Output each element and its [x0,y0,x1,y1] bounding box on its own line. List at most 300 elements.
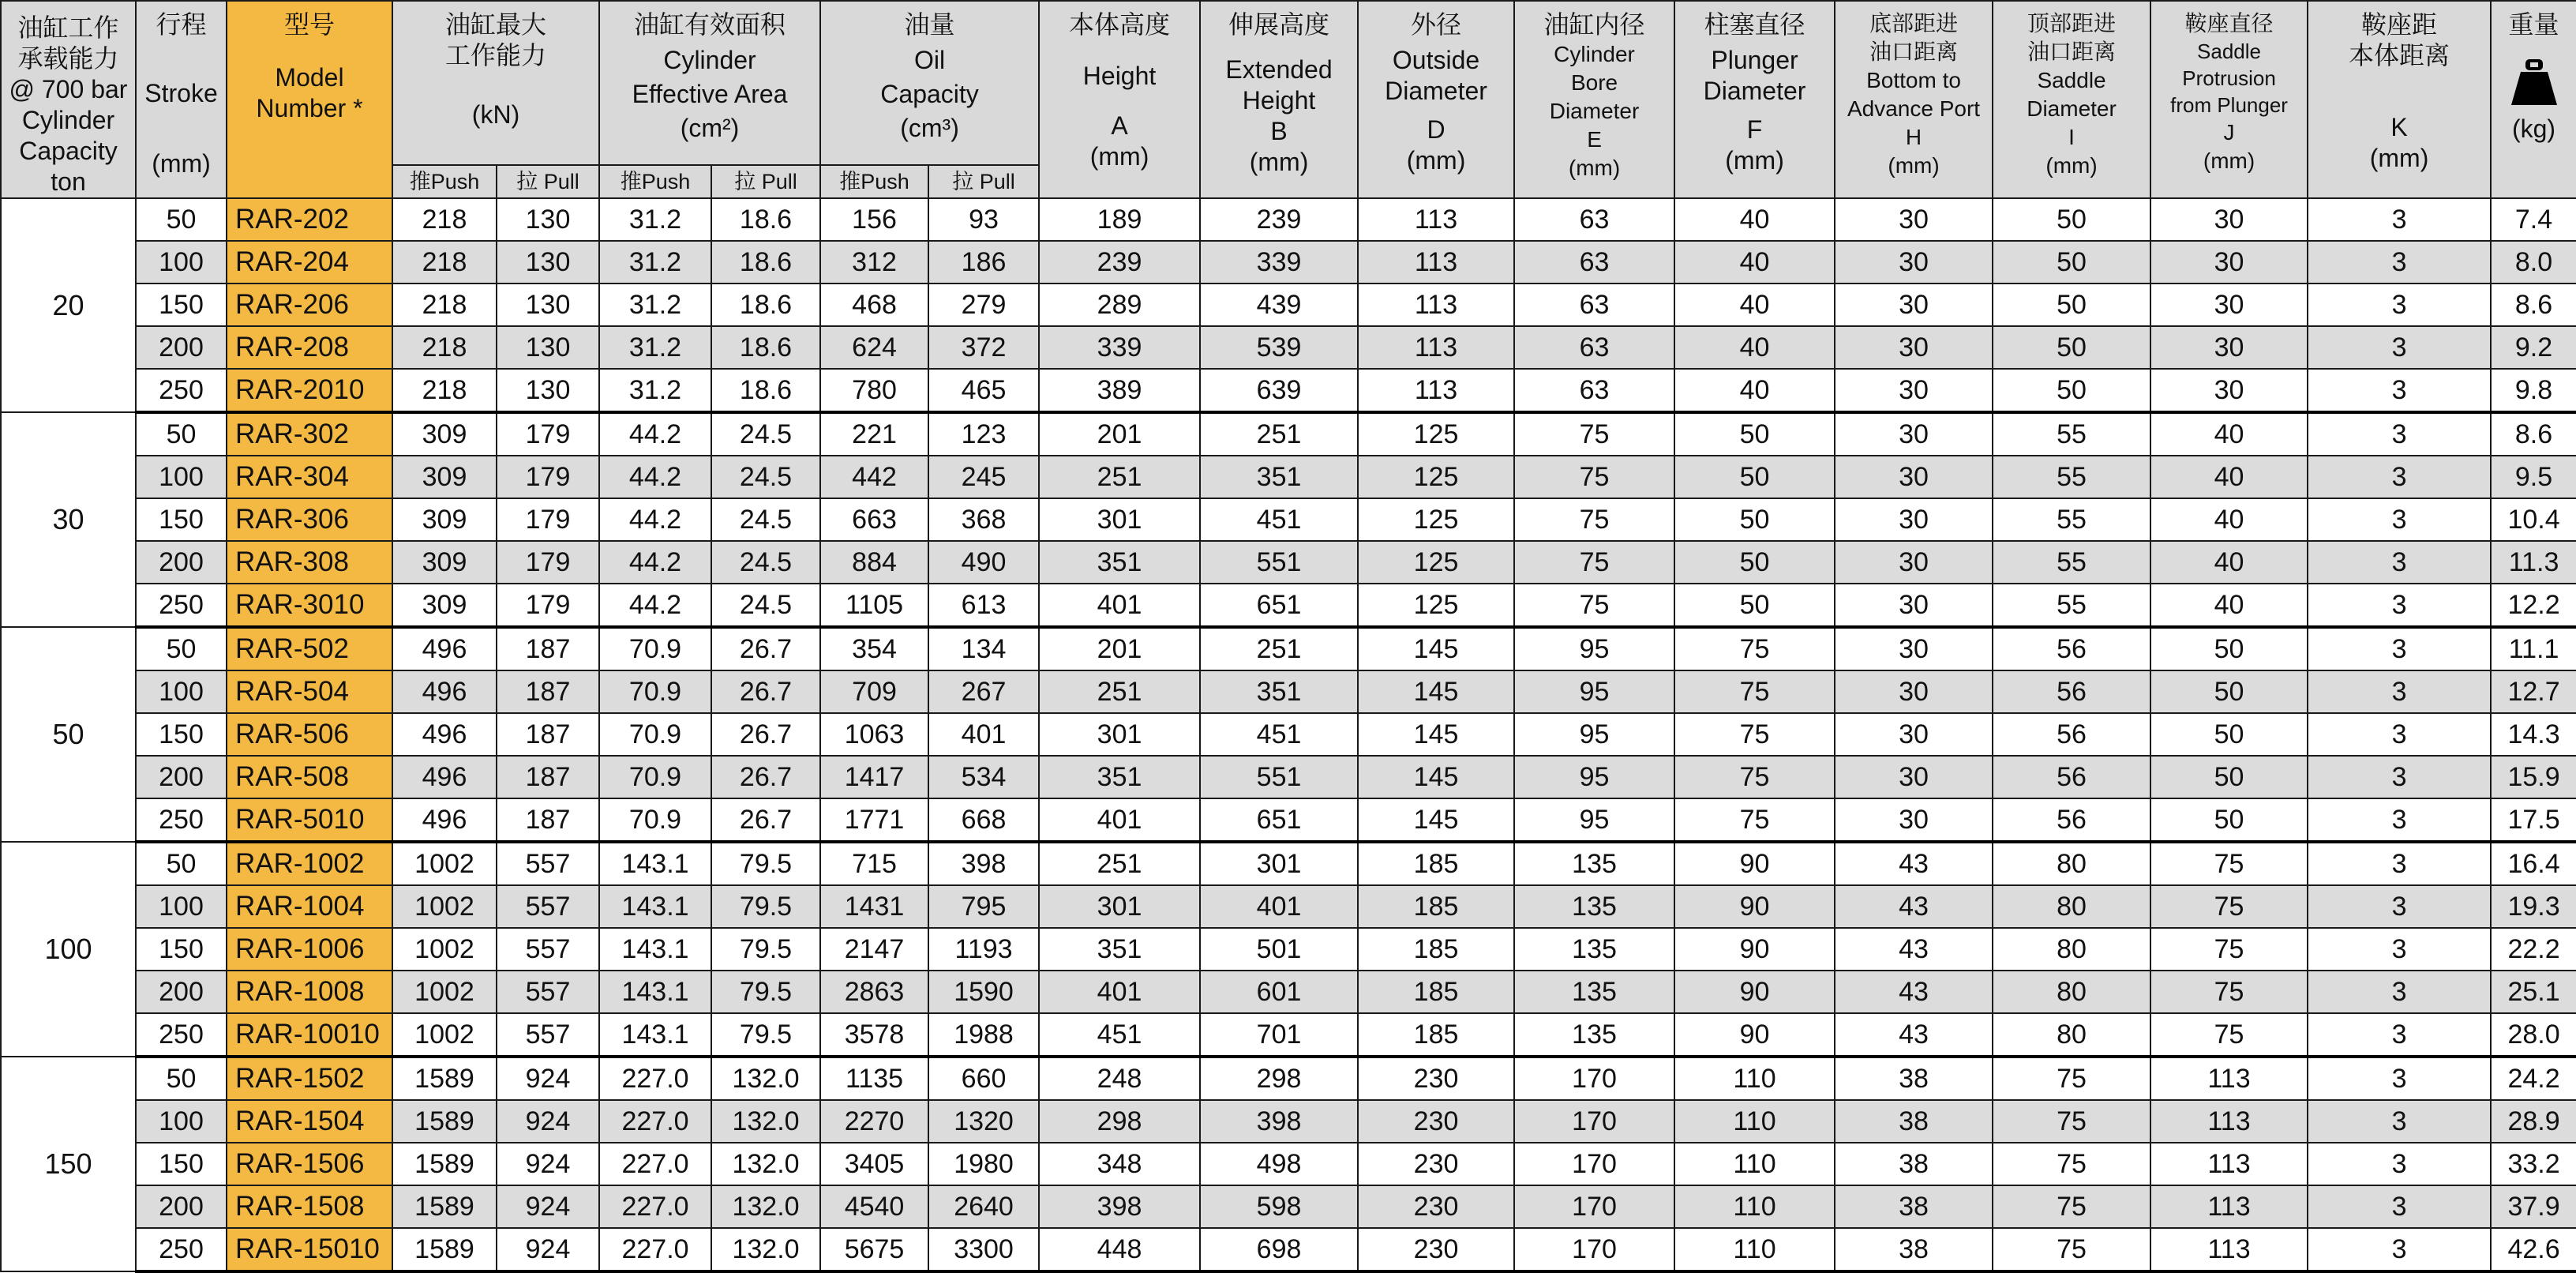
capability-push-cell: 1002 [392,1013,497,1057]
saddle-j-cell: 30 [2150,241,2308,284]
bore-e-cell: 170 [1514,1185,1674,1228]
bottom-h-cell: 38 [1835,1228,1993,1271]
bore-e-cell: 135 [1514,842,1674,885]
plunger-f-cell: 90 [1674,885,1835,928]
saddle-j-cell: 113 [2150,1100,2308,1143]
saddle-dist-k-cell: 3 [2308,627,2491,670]
spec-table-body [1,198,2576,1271]
plunger-f-cell: 40 [1674,326,1835,369]
saddle-j-cell: 30 [2150,198,2308,241]
weight-cell: 19.3 [2491,885,2576,928]
oil-pull-cell: 186 [928,241,1039,284]
model-cell: RAR-10010 [227,1013,392,1057]
oil-push-cell: 2147 [820,928,928,971]
capability-header [392,1,599,165]
capability-push-cell: 218 [392,326,497,369]
outside-d-cell: 230 [1358,1228,1514,1271]
top-header-unit: (mm) [2045,153,2098,178]
table-row [1,1057,2576,1100]
capacity-header-cn1: 油缸工作 [17,13,119,42]
model-cell: RAR-1004 [227,885,392,928]
table-row [1,541,2576,584]
area-pull-cell: 18.6 [711,241,820,284]
weight-cell: 28.0 [2491,1013,2576,1057]
area-push-cell: 44.2 [599,412,711,456]
oil-pull-header: 拉 Pull [928,165,1039,198]
extended-b-cell: 651 [1200,584,1358,627]
weight-cell: 9.8 [2491,369,2576,412]
bottom-h-cell: 30 [1835,798,1993,842]
plunger-header-unit: (mm) [1725,146,1784,175]
stroke-header-unit: (mm) [152,149,211,178]
area-header-unit: (cm²) [680,114,740,142]
area-push-cell: 31.2 [599,241,711,284]
capability-push-cell: 1002 [392,885,497,928]
outside-d-cell: 125 [1358,412,1514,456]
height-a-cell: 289 [1039,284,1200,326]
top-i-cell: 50 [1993,326,2150,369]
table-row [1,498,2576,541]
oil-pull-cell: 3300 [928,1228,1039,1271]
top-i-cell: 75 [1993,1228,2150,1271]
oil-pull-cell: 372 [928,326,1039,369]
oil-pull-cell: 279 [928,284,1039,326]
oil-pull-cell: 1590 [928,971,1039,1013]
area-push-cell: 70.9 [599,627,711,670]
top-i-cell: 55 [1993,541,2150,584]
oil-push-cell: 715 [820,842,928,885]
model-cell: RAR-1006 [227,928,392,971]
plunger-f-cell: 90 [1674,1013,1835,1057]
capability-pull-cell: 187 [497,627,599,670]
capability-pull-cell: 924 [497,1228,599,1271]
bottom-header [1835,1,1993,198]
extended-b-cell: 698 [1200,1228,1358,1271]
oil-pull-cell: 134 [928,627,1039,670]
saddle-dist-k-cell: 3 [2308,885,2491,928]
bottom-h-cell: 30 [1835,198,1993,241]
table-row [1,1100,2576,1143]
extended-b-cell: 651 [1200,798,1358,842]
saddle-header-letter: J [2223,120,2235,145]
weight-cell: 11.1 [2491,627,2576,670]
bore-header-cn: 油缸内径 [1543,10,1645,39]
height-a-cell: 298 [1039,1100,1200,1143]
capacity-header-en2: Cylinder [21,106,115,134]
oil-push-cell: 1063 [820,713,928,756]
height-header-unit: (mm) [1089,142,1149,171]
extended-header-letter: B [1270,117,1288,145]
oil-push-cell: 221 [820,412,928,456]
model-cell: RAR-2010 [227,369,392,412]
table-row [1,284,2576,326]
saddle-dist-k-cell: 3 [2308,756,2491,798]
capability-pull-cell: 179 [497,412,599,456]
extended-b-cell: 398 [1200,1100,1358,1143]
oil-push-cell: 468 [820,284,928,326]
bottom-h-cell: 30 [1835,756,1993,798]
capacity-header-en1: @ 700 bar [9,75,128,103]
weight-cell: 9.2 [2491,326,2576,369]
table-row [1,928,2576,971]
extended-b-cell: 539 [1200,326,1358,369]
saddle-header-cn: 鞍座直径 [2184,11,2274,36]
table-row [1,1185,2576,1228]
area-header [599,1,820,165]
saddle-dist-header-cn1: 鞍座距 [2361,10,2438,39]
table-row [1,971,2576,1013]
oil-pull-cell: 398 [928,842,1039,885]
saddle-dist-header-unit: (mm) [2369,144,2429,172]
stroke-cell: 100 [136,885,227,928]
area-pull-cell: 132.0 [711,1100,820,1143]
area-push-cell: 227.0 [599,1100,711,1143]
plunger-f-cell: 90 [1674,928,1835,971]
top-i-cell: 56 [1993,713,2150,756]
extended-header-unit: (mm) [1249,148,1309,176]
table-row [1,1143,2576,1185]
saddle-j-cell: 40 [2150,498,2308,541]
table-row [1,885,2576,928]
capability-pull-cell: 179 [497,498,599,541]
area-push-cell: 143.1 [599,885,711,928]
oil-pull-cell: 534 [928,756,1039,798]
area-header-en2: Effective Area [632,80,788,108]
saddle-dist-k-cell: 3 [2308,498,2491,541]
weight-cell: 14.3 [2491,713,2576,756]
outside-d-cell: 113 [1358,326,1514,369]
capability-pull-cell: 179 [497,541,599,584]
weight-header-unit: (kg) [2511,115,2556,143]
capability-pull-header: 拉 Pull [497,165,599,198]
area-pull-cell: 18.6 [711,284,820,326]
capability-pull-cell: 130 [497,198,599,241]
oil-push-cell: 884 [820,541,928,584]
stroke-cell: 250 [136,798,227,842]
area-pull-cell: 24.5 [711,412,820,456]
saddle-j-cell: 113 [2150,1057,2308,1100]
model-cell: RAR-5010 [227,798,392,842]
stroke-cell: 50 [136,627,227,670]
model-header-en2: Number * [256,94,363,122]
capability-push-cell: 1589 [392,1057,497,1100]
extended-b-cell: 601 [1200,971,1358,1013]
capability-push-cell: 218 [392,198,497,241]
outside-d-cell: 125 [1358,456,1514,498]
height-header-letter: A [1111,111,1128,140]
oil-push-cell: 354 [820,627,928,670]
area-pull-cell: 18.6 [711,369,820,412]
stroke-cell: 50 [136,198,227,241]
area-pull-cell: 132.0 [711,1057,820,1100]
bore-e-cell: 95 [1514,756,1674,798]
top-header-en2: Diameter [2027,96,2117,121]
saddle-dist-k-cell: 3 [2308,1143,2491,1185]
oil-push-cell: 2270 [820,1100,928,1143]
bottom-h-cell: 30 [1835,498,1993,541]
top-i-cell: 56 [1993,756,2150,798]
weight-cell: 7.4 [2491,198,2576,241]
top-i-cell: 56 [1993,670,2150,713]
top-i-cell: 80 [1993,842,2150,885]
bottom-h-cell: 43 [1835,928,1993,971]
weight-cell: 12.2 [2491,584,2576,627]
weight-cell: 17.5 [2491,798,2576,842]
top-i-cell: 80 [1993,971,2150,1013]
saddle-dist-header [2308,1,2491,198]
bore-e-cell: 170 [1514,1143,1674,1185]
bottom-h-cell: 30 [1835,412,1993,456]
outside-d-cell: 185 [1358,885,1514,928]
model-cell: RAR-302 [227,412,392,456]
extended-b-cell: 551 [1200,541,1358,584]
plunger-f-cell: 40 [1674,284,1835,326]
area-push-cell: 44.2 [599,498,711,541]
area-push-cell: 44.2 [599,584,711,627]
extended-b-cell: 251 [1200,412,1358,456]
top-header [1993,1,2150,198]
outside-d-cell: 230 [1358,1185,1514,1228]
bottom-h-cell: 38 [1835,1100,1993,1143]
area-pull-cell: 79.5 [711,1013,820,1057]
area-push-cell: 44.2 [599,541,711,584]
saddle-dist-k-cell: 3 [2308,456,2491,498]
table-row [1,1228,2576,1271]
outside-d-cell: 113 [1358,241,1514,284]
area-pull-cell: 26.7 [711,756,820,798]
outside-d-cell: 145 [1358,798,1514,842]
model-cell: RAR-304 [227,456,392,498]
model-header-cn: 型号 [283,10,335,39]
saddle-header-en2: Protrusion [2182,66,2276,90]
height-a-cell: 301 [1039,713,1200,756]
top-i-cell: 50 [1993,284,2150,326]
bore-header-unit: (mm) [1568,156,1621,180]
extended-header [1200,1,1358,198]
saddle-j-cell: 30 [2150,369,2308,412]
stroke-cell: 100 [136,456,227,498]
oil-pull-cell: 613 [928,584,1039,627]
saddle-dist-k-cell: 3 [2308,971,2491,1013]
weight-cell: 16.4 [2491,842,2576,885]
oil-header-en1: Oil [913,46,946,74]
table-row [1,241,2576,284]
capacity-header-cn2: 承载能力 [17,44,119,73]
oil-pull-cell: 795 [928,885,1039,928]
bottom-h-cell: 38 [1835,1143,1993,1185]
capability-push-cell: 309 [392,584,497,627]
capability-push-cell: 496 [392,713,497,756]
area-push-cell: 227.0 [599,1228,711,1271]
capability-pull-cell: 557 [497,928,599,971]
stroke-cell: 50 [136,1057,227,1100]
saddle-dist-header-cn2: 本体距离 [2349,41,2450,69]
height-a-cell: 251 [1039,456,1200,498]
saddle-j-cell: 40 [2150,456,2308,498]
outside-d-cell: 113 [1358,198,1514,241]
extended-b-cell: 598 [1200,1185,1358,1228]
capability-pull-cell: 130 [497,369,599,412]
weight-cell: 8.6 [2491,284,2576,326]
capability-header-cn2: 工作能力 [445,41,547,69]
saddle-j-cell: 113 [2150,1185,2308,1228]
capability-header-unit: (kN) [471,100,520,129]
area-push-cell: 143.1 [599,928,711,971]
weight-cell: 22.2 [2491,928,2576,971]
oil-header-cn: 油量 [904,10,955,39]
saddle-dist-k-cell: 3 [2308,713,2491,756]
area-pull-cell: 24.5 [711,498,820,541]
saddle-j-cell: 40 [2150,541,2308,584]
top-i-cell: 80 [1993,928,2150,971]
extended-b-cell: 339 [1200,241,1358,284]
capability-push-cell: 1002 [392,928,497,971]
capability-push-cell: 1002 [392,971,497,1013]
saddle-j-cell: 40 [2150,412,2308,456]
area-push-cell: 143.1 [599,1013,711,1057]
capability-pull-cell: 557 [497,842,599,885]
stroke-cell: 150 [136,498,227,541]
extended-b-cell: 451 [1200,498,1358,541]
outside-header [1358,1,1514,198]
bore-e-cell: 63 [1514,241,1674,284]
model-cell: RAR-15010 [227,1228,392,1271]
top-header-cn1: 顶部距进 [2027,11,2117,36]
outside-d-cell: 230 [1358,1057,1514,1100]
area-push-cell: 70.9 [599,713,711,756]
oil-pull-cell: 2640 [928,1185,1039,1228]
stroke-cell: 200 [136,1185,227,1228]
saddle-j-cell: 75 [2150,885,2308,928]
height-a-cell: 389 [1039,369,1200,412]
bottom-header-cn1: 底部距进 [1869,11,1959,36]
stroke-cell: 100 [136,670,227,713]
model-cell: RAR-1508 [227,1185,392,1228]
stroke-cell: 100 [136,1100,227,1143]
outside-d-cell: 125 [1358,498,1514,541]
top-i-cell: 80 [1993,1013,2150,1057]
area-header-cn: 油缸有效面积 [634,10,786,39]
extended-header-cn: 伸展高度 [1228,10,1330,39]
bottom-h-cell: 30 [1835,284,1993,326]
extended-b-cell: 301 [1200,842,1358,885]
bore-e-cell: 95 [1514,670,1674,713]
saddle-dist-k-cell: 3 [2308,1100,2491,1143]
area-pull-cell: 26.7 [711,627,820,670]
oil-push-cell: 709 [820,670,928,713]
oil-push-cell: 4540 [820,1185,928,1228]
height-a-cell: 201 [1039,412,1200,456]
area-pull-cell: 26.7 [711,670,820,713]
capability-pull-cell: 130 [497,241,599,284]
saddle-header-en1: Saddle [2197,39,2262,63]
top-i-cell: 50 [1993,369,2150,412]
table-row [1,1013,2576,1057]
bottom-h-cell: 30 [1835,584,1993,627]
saddle-dist-k-cell: 3 [2308,326,2491,369]
plunger-f-cell: 75 [1674,756,1835,798]
weight-cell: 24.2 [2491,1057,2576,1100]
plunger-f-cell: 90 [1674,971,1835,1013]
saddle-j-cell: 75 [2150,842,2308,885]
capability-push-header: 推Push [392,165,497,198]
top-header-en1: Saddle [2037,68,2106,92]
model-cell: RAR-208 [227,326,392,369]
table-row [1,369,2576,412]
bottom-h-cell: 43 [1835,885,1993,928]
oil-push-cell: 3405 [820,1143,928,1185]
oil-pull-cell: 401 [928,713,1039,756]
capability-push-cell: 496 [392,756,497,798]
area-push-cell: 143.1 [599,842,711,885]
saddle-dist-k-cell: 3 [2308,798,2491,842]
bottom-h-cell: 30 [1835,326,1993,369]
extended-b-cell: 439 [1200,284,1358,326]
extended-b-cell: 498 [1200,1143,1358,1185]
plunger-f-cell: 40 [1674,198,1835,241]
model-cell: RAR-1504 [227,1100,392,1143]
saddle-header-en3: from Plunger [2170,93,2288,117]
bottom-header-letter: H [1905,125,1922,149]
outside-d-cell: 145 [1358,756,1514,798]
capability-pull-cell: 187 [497,670,599,713]
bore-e-cell: 75 [1514,456,1674,498]
top-i-cell: 55 [1993,456,2150,498]
saddle-dist-k-cell: 3 [2308,284,2491,326]
stroke-cell: 200 [136,541,227,584]
oil-push-cell: 624 [820,326,928,369]
oil-push-cell: 312 [820,241,928,284]
model-header [227,1,392,198]
bottom-header-en2: Advance Port [1847,96,1981,121]
outside-d-cell: 185 [1358,842,1514,885]
plunger-f-cell: 50 [1674,498,1835,541]
extended-b-cell: 251 [1200,627,1358,670]
saddle-j-cell: 75 [2150,971,2308,1013]
plunger-header-en1: Plunger [1711,46,1798,74]
capability-push-cell: 1589 [392,1228,497,1271]
area-pull-cell: 79.5 [711,928,820,971]
saddle-j-cell: 50 [2150,798,2308,842]
height-a-cell: 351 [1039,928,1200,971]
capacity-header-en3: Capacity [19,137,118,165]
table-row [1,713,2576,756]
bore-header-en3: Diameter [1549,99,1640,123]
bottom-h-cell: 38 [1835,1057,1993,1100]
oil-pull-cell: 465 [928,369,1039,412]
saddle-j-cell: 75 [2150,928,2308,971]
saddle-dist-k-cell: 3 [2308,1185,2491,1228]
bore-e-cell: 63 [1514,284,1674,326]
bottom-h-cell: 38 [1835,1185,1993,1228]
stroke-cell: 100 [136,241,227,284]
weight-cell: 33.2 [2491,1143,2576,1185]
plunger-f-cell: 110 [1674,1143,1835,1185]
bore-e-cell: 135 [1514,971,1674,1013]
capability-pull-cell: 187 [497,713,599,756]
height-header-cn: 本体高度 [1069,10,1171,39]
area-push-cell: 143.1 [599,971,711,1013]
oil-pull-cell: 1193 [928,928,1039,971]
oil-push-cell: 1135 [820,1057,928,1100]
capability-header-cn1: 油缸最大 [445,10,547,39]
height-a-cell: 239 [1039,241,1200,284]
saddle-header-unit: (mm) [2203,148,2255,173]
saddle-j-cell: 30 [2150,326,2308,369]
bottom-h-cell: 30 [1835,541,1993,584]
area-pull-cell: 132.0 [711,1228,820,1271]
capability-pull-cell: 130 [497,284,599,326]
